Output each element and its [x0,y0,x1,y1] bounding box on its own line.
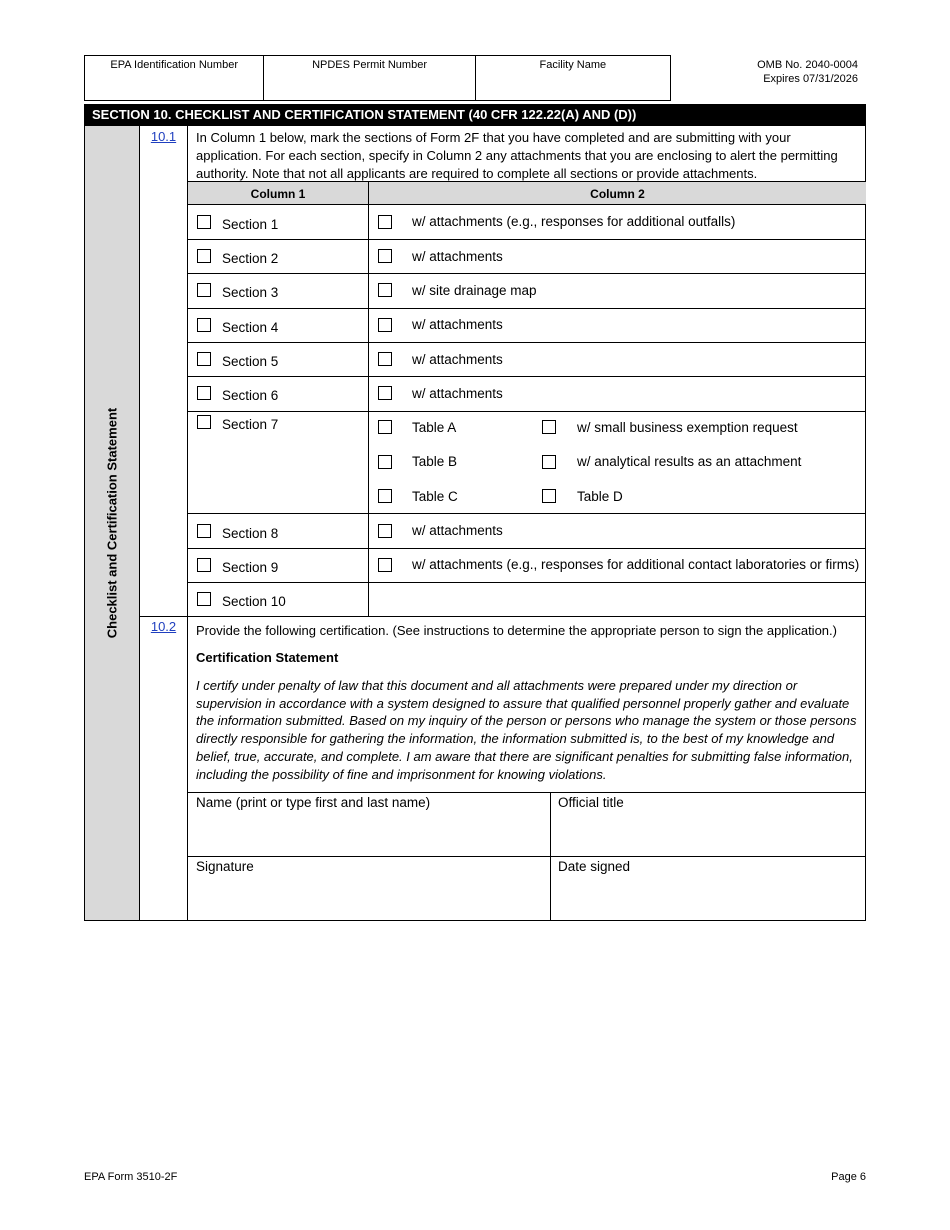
small-business-exemption-checkbox[interactable] [542,420,556,434]
item-10-1-link[interactable]: 10.1 [150,129,177,144]
row-divider [188,308,866,309]
item-10-2-link[interactable]: 10.2 [150,619,177,634]
section-5-label: Section 5 [222,354,279,369]
date-signed-label: Date signed [558,859,631,874]
sidebar-label: Checklist and Certification Statement [104,407,120,639]
header-fields [84,55,671,101]
epa-id-label: EPA Identification Number [110,59,238,71]
section-2-attachment-label: w/ attachments [412,249,503,264]
row-divider [188,513,866,514]
table-b-label: Table B [412,454,458,469]
row-divider [188,548,866,549]
certification-title: Certification Statement [196,650,339,665]
section-8-attachment-label: w/ attachments [412,523,503,538]
section-9-checkbox[interactable] [197,558,211,572]
row-divider [188,342,866,343]
signature-grid-middle [188,856,866,857]
section-8-checkbox[interactable] [197,524,211,538]
omb-info [700,58,858,86]
section-4-attachment-checkbox[interactable] [378,318,392,332]
item-10-1-intro: In Column 1 below, mark the sections of Form 2F that you have completed and are submitting with your application. For each section, specify in Column 2 any attachments that you are enclosing to alert the permitting authority. Note that not all applicants are required to complete all sections or provide attachments. [196,130,838,181]
table-b-checkbox[interactable] [378,455,392,469]
section-2-attachment-checkbox[interactable] [378,249,392,263]
npdes-label: NPDES Permit Number [312,59,427,71]
analytical-results-label: w/ analytical results as an attachment [577,454,802,469]
table-c-checkbox[interactable] [378,489,392,503]
section-8-attachment-checkbox[interactable] [378,524,392,538]
epa-id-field[interactable] [85,56,264,100]
signature-grid-top [188,792,866,793]
table-c-label: Table C [412,489,458,504]
section-3-label: Section 3 [222,285,279,300]
name-field[interactable] [196,795,546,853]
section-5-attachment-checkbox[interactable] [378,352,392,366]
section-5-checkbox[interactable] [197,352,211,366]
section-title: SECTION 10. CHECKLIST AND CERTIFICATION STATEMENT (40 CFR 122.22(A) AND (D)) [84,104,866,126]
facility-name-field[interactable] [476,56,670,100]
table-a-label: Table A [412,420,457,435]
omb-expires: Expires 07/31/2026 [763,73,858,85]
section-1-label: Section 1 [222,217,279,232]
column2-header: Column 2 [369,181,866,205]
section-6-checkbox[interactable] [197,386,211,400]
page-number: Page 6 [831,1171,866,1183]
form-number: EPA Form 3510-2F [84,1171,178,1183]
npdes-permit-field[interactable] [264,56,475,100]
section-4-checkbox[interactable] [197,318,211,332]
section-1-checkbox[interactable] [197,215,211,229]
certification-statement: I certify under penalty of law that this document and all attachments were prepared under my direction or supervision in accordance with a system designed to assure that qualified personnel properly gather and evaluate the information submitted. Based on my inquiry of the person or persons who manage the system or those persons directly responsible for gathering the information, the information submitted is, to the best of my knowledge and belief, true, accurate, and complete. I am aware that there are significant penalties for submitting false information, including the possibility of fine and imprisonment for knowing violations. [196,678,857,782]
name-field-label: Name (print or type first and last name) [196,795,431,810]
official-title-label: Official title [558,795,624,810]
item-divider [140,616,866,617]
section-3-attachment-label: w/ site drainage map [412,283,537,298]
analytical-results-checkbox[interactable] [542,455,556,469]
section-6-label: Section 6 [222,388,279,403]
row-divider [188,582,866,583]
section-1-attachment-label: w/ attachments (e.g., responses for additional outfalls) [412,214,736,229]
row-divider [188,239,866,240]
section-6-attachment-checkbox[interactable] [378,386,392,400]
section-9-label: Section 9 [222,560,279,575]
signature-grid-divider [550,792,551,921]
signature-label: Signature [196,859,254,874]
item-10-2-intro: Provide the following certification. (See instructions to determine the appropriate person to sign the application.) [196,623,837,638]
section-2-checkbox[interactable] [197,249,211,263]
section-10-checkbox[interactable] [197,592,211,606]
signature-field[interactable] [196,859,546,917]
section-1-attachment-checkbox[interactable] [378,215,392,229]
table-a-checkbox[interactable] [378,420,392,434]
section-4-attachment-label: w/ attachments [412,317,503,332]
official-title-field[interactable] [558,795,858,853]
section-8-label: Section 8 [222,526,279,541]
section-10-label: Section 10 [222,594,286,609]
row-divider [188,411,866,412]
small-business-exemption-label: w/ small business exemption request [577,420,798,435]
section-6-attachment-label: w/ attachments [412,386,503,401]
section-5-attachment-label: w/ attachments [412,352,503,367]
section-9-attachment-checkbox[interactable] [378,558,392,572]
row-divider [188,273,866,274]
date-signed-field[interactable] [558,859,858,917]
section-3-checkbox[interactable] [197,283,211,297]
section-2-label: Section 2 [222,251,279,266]
facility-label: Facility Name [539,59,607,71]
section-9-attachment-label: w/ attachments (e.g., responses for additional contact laboratories or firms) [412,557,860,572]
section-4-label: Section 4 [222,320,279,335]
number-column-divider [187,126,188,921]
section-3-attachment-checkbox[interactable] [378,283,392,297]
omb-number: OMB No. 2040-0004 [757,59,858,71]
row-divider [188,376,866,377]
table-d-checkbox[interactable] [542,489,556,503]
column1-header: Column 1 [188,181,369,205]
section-7-label: Section 7 [222,417,279,432]
section-7-checkbox[interactable] [197,415,211,429]
table-d-label: Table D [577,489,623,504]
